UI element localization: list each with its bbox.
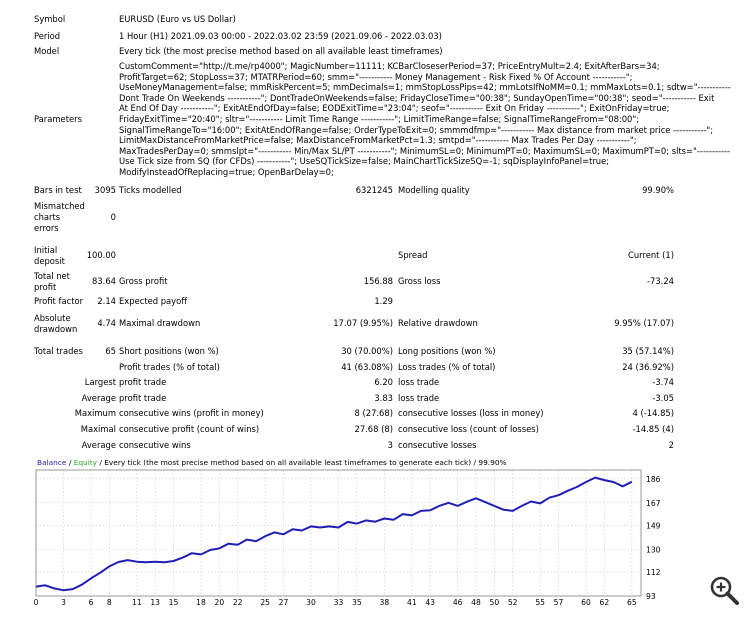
y-tick-label: 167 [646, 498, 661, 508]
x-tick-label: 35 [351, 598, 362, 607]
absolute-drawdown-label: Absolute [34, 313, 71, 323]
y-tick-label: 130 [646, 545, 661, 555]
expected-payoff-value: 1.29 [374, 296, 393, 306]
max-consec-losses-label: consecutive losses (loss in money) [398, 408, 544, 418]
parameters-line: Dont Trade On Weekends -----------"; DontTradeOnWeekends=false; FridayCloseTime="00:38"; SundayOpenTime="00:38"; seod="----------- Exit [119, 92, 715, 103]
gross-profit-label: Gross profit [119, 276, 168, 286]
parameters-line: Use Tick size from SQ (for CFDs) -----------"; UseSQTickSize=false; MainChartTickSizeSQ=-1; sqDisplayInfoPanel=true; [119, 156, 610, 167]
modelling-quality-label: Modelling quality [398, 185, 470, 195]
short-positions-value: 30 (70.00%) [341, 346, 393, 356]
profit-trades-label: Profit trades (% of total) [119, 362, 220, 372]
maximal-consec-profit-label: consecutive profit (count of wins) [119, 424, 260, 434]
x-tick-label: 38 [379, 598, 390, 607]
total-net-profit-label: profit [34, 282, 57, 292]
initial-deposit-label: Initial [34, 245, 58, 255]
parameters-line: FridayExitTime="20:40"; sltr="----------- Limit Time Range -----------"; LimitTimeRange=false; SignalTimeRangeFrom="08:00"; [119, 113, 640, 124]
parameters-line: CustomComment="http://t.me/rp4000"; MagicNumber=11111; KCBarCloseserPeriod=37; PriceEntryMult=2.4; ExitAfterBars=34; [119, 61, 660, 71]
parameters-line: UseMoneyManagement=false; mmRiskPercent=5; mmDecimals=1; mmStopLossPips=42; mmLotsIfNoMM=0.1; mmMaxLots=0.1; sdtw="----------- [119, 82, 731, 93]
average-loss-value: -3.05 [652, 393, 674, 403]
x-tick-label: 3 [61, 598, 66, 607]
ticks-modelled-label: Ticks modelled [119, 185, 182, 195]
avg-consec-wins-label: consecutive wins [119, 440, 191, 450]
x-tick-label: 52 [507, 598, 518, 607]
relative-drawdown-label: Relative drawdown [398, 318, 478, 328]
initial-deposit-label: deposit [34, 256, 65, 266]
x-tick-label: 11 [131, 598, 142, 607]
legend-balance: Balance [37, 458, 67, 467]
max-consec-wins-value: 8 (27.68) [354, 408, 393, 418]
x-tick-label: 48 [471, 598, 481, 607]
maximal-consec-profit-value: 27.68 (8) [354, 424, 393, 434]
period-label: Period [34, 31, 61, 41]
largest-profit-value: 6.20 [374, 377, 393, 387]
long-positions-label: Long positions (won %) [398, 346, 496, 356]
y-tick-label: 149 [646, 521, 661, 531]
model-label: Model [34, 46, 60, 56]
average-profit-value: 3.83 [374, 393, 393, 403]
parameters-label: Parameters [34, 114, 82, 124]
x-tick-label: 18 [196, 598, 206, 607]
gross-profit-value: 156.88 [363, 276, 393, 286]
profit-trades-value: 41 (63.08%) [341, 362, 393, 372]
x-tick-label: 25 [260, 598, 271, 607]
period-value: 1 Hour (H1) 2021.09.03 00:00 - 2022.03.02 23:59 (2021.09.06 - 2022.03.03) [119, 31, 442, 41]
max-consec-wins-label: consecutive wins (profit in money) [119, 408, 264, 418]
zoom-in-icon[interactable] [708, 574, 742, 608]
profit-factor-value: 2.14 [97, 296, 116, 306]
x-tick-label: 55 [535, 598, 546, 607]
total-net-profit-value: 83.64 [92, 276, 116, 286]
largest-profit-label: profit trade [119, 377, 167, 387]
expected-payoff-label: Expected payoff [119, 296, 188, 306]
x-tick-label: 20 [214, 598, 225, 607]
y-tick-label: 112 [646, 568, 661, 578]
x-tick-label: 6 [88, 598, 94, 607]
modelling-quality-value: 99.90% [642, 185, 674, 195]
chart-legend [37, 458, 507, 467]
avg-consec-losses-label: consecutive losses [398, 440, 477, 450]
parameters-line: At End Of Day -----------"; ExitAtEndOfDay=false; EODExitTime="23:04"; seof="----------- Exit On Friday -----------"; ExitOnFriday=true; [119, 103, 670, 114]
avg-consec-wins-value: 3 [387, 440, 393, 450]
parameters-line: ProfitTarget=62; StopLoss=37; MTATRPeriod=60; smm="----------- Money Management - Risk Fixed % Of Account -----------"; [119, 71, 633, 82]
total-net-profit-label: Total net [34, 271, 70, 281]
x-tick-label: 33 [333, 598, 344, 607]
x-tick-label: 62 [599, 598, 610, 607]
x-tick-label: 15 [168, 598, 179, 607]
maximal-label: Maximal [80, 424, 116, 434]
profit-factor-label: Profit factor [34, 296, 84, 306]
symbol-label: Symbol [34, 14, 66, 24]
total-trades-label: Total trades [34, 346, 83, 356]
x-tick-label: 27 [278, 598, 289, 607]
total-trades-value: 65 [105, 346, 116, 356]
absolute-drawdown-label: drawdown [34, 324, 78, 334]
model-value: Every tick (the most precise method based on all available least timeframes) [119, 46, 443, 56]
maximal-drawdown-value: 17.07 (9.95%) [333, 318, 393, 328]
parameters-line: ModifyInsteadOfReplacing=true; OpenBarDelay=0; [119, 166, 334, 177]
x-tick-label: 46 [452, 598, 463, 607]
x-tick-label: 0 [33, 598, 39, 607]
x-tick-label: 41 [406, 598, 417, 607]
average-label: Average [81, 393, 116, 403]
bars-in-test-value: 3095 [94, 185, 116, 195]
gross-loss-value: -73.24 [647, 276, 674, 286]
x-tick-label: 50 [489, 598, 500, 607]
largest-loss-label: loss trade [398, 377, 440, 387]
parameters-line: MaxTradesPerDay=0; smmslpt="----------- Min/Max SL/PT -----------"; MinimumSL=0; MinimumPT=0; MaximumSL=0; MaximumPT=0; slts="----------- [119, 145, 731, 156]
maximum-label: Maximum [74, 408, 116, 418]
absolute-drawdown-value: 4.74 [97, 318, 116, 328]
parameters-value [119, 61, 734, 178]
legend-separator: / [66, 458, 74, 467]
largest-loss-value: -3.74 [652, 377, 674, 387]
parameters-line: SignalTimeRangeTo="16:00"; ExitAtEndOfRange=false; OrderTypeToExit=0; smmmdfmp="----------- Max distance from market price -----------"; [119, 124, 714, 135]
max-consec-losses-value: 4 (-14.85) [632, 408, 674, 418]
ticks-modelled-value: 6321245 [355, 185, 393, 195]
largest-label: Largest [84, 377, 116, 387]
maximal-consec-loss-label: consecutive loss (count of losses) [398, 424, 539, 434]
spread-value: Current (1) [628, 250, 674, 260]
gross-loss-label: Gross loss [398, 276, 441, 286]
long-positions-value: 35 (57.14%) [622, 346, 674, 356]
bars-in-test-label: Bars in test [34, 185, 82, 195]
average-loss-label: loss trade [398, 393, 440, 403]
x-tick-label: 57 [553, 598, 564, 607]
loss-trades-value: 24 (36.92%) [622, 362, 674, 372]
mismatched-label: errors [34, 223, 59, 233]
average-consec-label: Average [81, 440, 116, 450]
initial-deposit-value: 100.00 [86, 250, 116, 260]
x-tick-label: 22 [232, 598, 243, 607]
x-tick-label: 65 [626, 598, 637, 607]
x-tick-label: 43 [425, 598, 436, 607]
x-tick-label: 13 [150, 598, 161, 607]
mismatched-label: charts [34, 212, 61, 222]
spread-label: Spread [398, 250, 428, 260]
average-profit-label: profit trade [119, 393, 167, 403]
maximal-drawdown-label: Maximal drawdown [119, 318, 201, 328]
mismatched-label: Mismatched [34, 201, 85, 211]
x-tick-label: 8 [106, 598, 112, 607]
y-tick-label: 93 [646, 592, 656, 601]
legend-equity: Equity [73, 458, 98, 467]
symbol-value: EURUSD (Euro vs US Dollar) [119, 14, 236, 24]
x-tick-label: 60 [581, 598, 591, 607]
avg-consec-losses-value: 2 [668, 440, 674, 450]
relative-drawdown-value: 9.95% (17.07) [614, 318, 674, 328]
legend-description: / Every tick (the most precise method based on all available least timeframes to generate each tick) / 99.90% [97, 458, 507, 467]
x-tick-label: 30 [306, 598, 316, 607]
parameters-line: LimitMaxDistanceFromMarketPrice=false; MaxDistanceFromMarketPct=1.3; smtpd="----------- Max Trades Per Day -----------"; [119, 135, 637, 146]
mismatched-value: 0 [110, 212, 116, 222]
balance-chart [33, 455, 683, 615]
loss-trades-label: Loss trades (% of total) [398, 362, 496, 372]
maximal-consec-loss-value: -14.85 (4) [632, 424, 674, 434]
short-positions-label: Short positions (won %) [119, 346, 219, 356]
y-tick-label: 186 [646, 474, 661, 484]
